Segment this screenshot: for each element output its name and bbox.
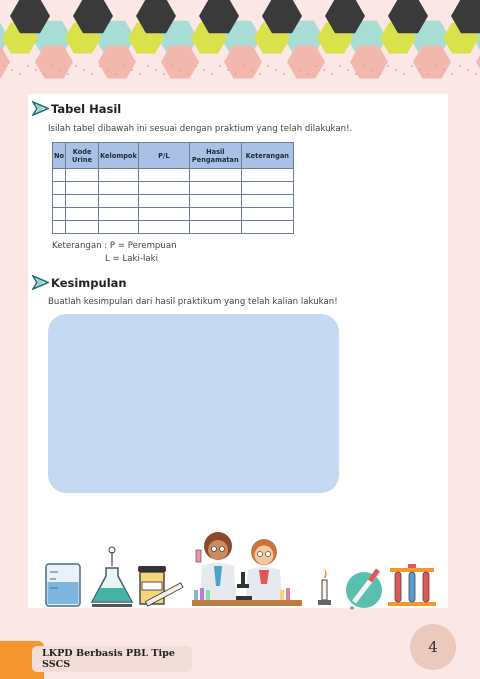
tabel-section-title: Tabel Hasil <box>32 101 121 116</box>
table-row <box>53 208 294 221</box>
table-cell[interactable] <box>66 195 99 208</box>
kesimpulan-section-title: Kesimpulan <box>32 275 127 290</box>
beaker-icon <box>46 564 80 606</box>
table-cell[interactable] <box>99 169 139 182</box>
header-kelompok: Kelompok <box>99 143 139 169</box>
table-row <box>53 221 294 234</box>
table-cell[interactable] <box>189 195 241 208</box>
table-cell[interactable] <box>66 169 99 182</box>
keterangan-line-2: L = Laki-laki <box>105 253 158 264</box>
header-pl: P/L <box>138 143 189 169</box>
keterangan-line-1: Keterangan : P = Perempuan <box>52 241 177 251</box>
header-keterangan: Keterangan <box>241 143 293 169</box>
table-cell[interactable] <box>241 221 293 234</box>
scientist-kids-icon <box>192 532 302 606</box>
table-cell[interactable] <box>189 208 241 221</box>
table-cell[interactable] <box>241 208 293 221</box>
table-cell[interactable] <box>53 169 66 182</box>
lab-illustration <box>40 526 440 610</box>
table-cell[interactable] <box>138 208 189 221</box>
table-cell[interactable] <box>138 182 189 195</box>
table-cell[interactable] <box>241 169 293 182</box>
table-cell[interactable] <box>189 182 241 195</box>
hex-shape <box>0 46 10 79</box>
arrow-bullet-icon <box>32 101 49 116</box>
keterangan-legend <box>52 240 177 265</box>
table-cell[interactable] <box>138 221 189 234</box>
table-cell[interactable] <box>66 221 99 234</box>
table-cell[interactable] <box>241 182 293 195</box>
table-cell[interactable] <box>241 195 293 208</box>
hex-pattern-banner <box>0 0 480 80</box>
arrow-bullet-icon <box>32 275 49 290</box>
table-cell[interactable] <box>99 195 139 208</box>
header-kode-urine: Kode Urine <box>66 143 99 169</box>
results-table <box>52 142 294 234</box>
page-number: 4 <box>410 624 456 670</box>
table-cell[interactable] <box>53 182 66 195</box>
table-cell[interactable] <box>189 169 241 182</box>
kesimpulan-answer-box[interactable] <box>48 314 339 493</box>
table-cell[interactable] <box>53 195 66 208</box>
table-row <box>53 169 294 182</box>
header-hasil-pengamatan: Hasil Pengamatan <box>189 143 241 169</box>
table-cell[interactable] <box>53 221 66 234</box>
footer-label: LKPD Berbasis PBL Tipe SSCS <box>32 646 192 672</box>
table-row <box>53 182 294 195</box>
table-row <box>53 195 294 208</box>
table-header-row <box>53 143 294 169</box>
test-tube-rack-icon <box>388 564 436 606</box>
flask-icon <box>92 547 132 607</box>
burner-icon <box>318 568 331 605</box>
kesimpulan-instruction: Buatlah kesimpulan dari hasil praktikum yang telah kalian lakukan! <box>48 297 338 307</box>
table-cell[interactable] <box>53 208 66 221</box>
table-cell[interactable] <box>99 221 139 234</box>
table-cell[interactable] <box>138 195 189 208</box>
table-cell[interactable] <box>189 221 241 234</box>
header-no: No <box>53 143 66 169</box>
table-cell[interactable] <box>66 208 99 221</box>
table-cell[interactable] <box>66 182 99 195</box>
table-cell[interactable] <box>138 169 189 182</box>
dropper-icon <box>346 570 382 610</box>
table-cell[interactable] <box>99 182 139 195</box>
tabel-instruction: Isilah tabel dibawah ini sesuai dengan praktium yang telah dilakukan!. <box>48 124 353 134</box>
table-cell[interactable] <box>99 208 139 221</box>
